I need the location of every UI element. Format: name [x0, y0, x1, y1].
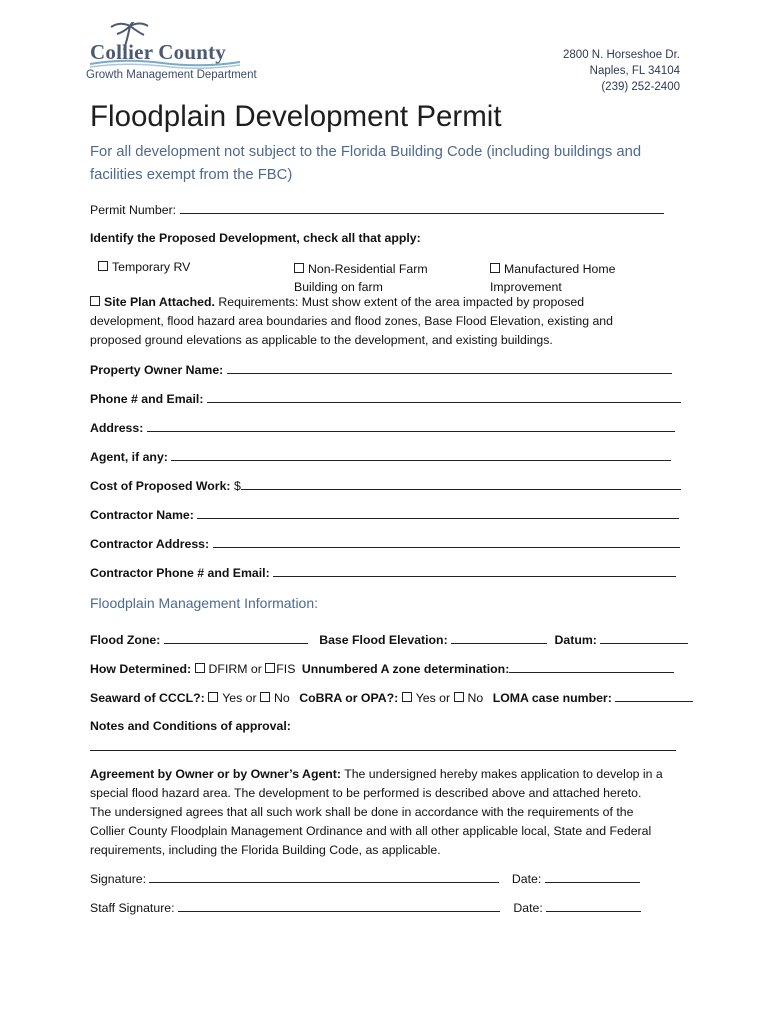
site-plan-req-1: Requirements: Must show extent of the area impacted by proposed: [214, 295, 585, 309]
owner-name-row: [90, 362, 672, 377]
phone-email-field[interactable]: [207, 391, 681, 403]
unnumbered-field[interactable]: [509, 661, 674, 673]
contractor-phone-field[interactable]: [273, 565, 676, 577]
bfe-label: Base Flood Elevation:: [319, 633, 448, 647]
staff-date-label: Date:: [513, 901, 543, 915]
contractor-phone-row: [90, 565, 676, 580]
non-residential-checkbox[interactable]: [294, 263, 304, 273]
address-line-1: 2800 N. Horseshoe Dr.: [563, 49, 680, 61]
logo-name: Collier County: [90, 40, 226, 64]
option-non-residential[interactable]: [294, 260, 428, 296]
cobra-yes-checkbox[interactable]: [402, 692, 412, 702]
cobra-label: CoBRA or OPA?:: [299, 691, 399, 705]
flood-zone-field[interactable]: [164, 632, 308, 644]
seaward-row: [90, 690, 693, 705]
signature-row: [90, 871, 640, 886]
cobra-no-label: No: [467, 691, 484, 705]
contractor-address-row: [90, 536, 680, 551]
agreement-line-5: requirements, including the Florida Building Code, as applicable.: [90, 843, 441, 857]
address-label: Address:: [90, 421, 144, 435]
how-determined-label: How Determined:: [90, 662, 192, 676]
phone-number: (239) 252-2400: [601, 81, 680, 93]
agreement-label: Agreement by Owner or by Owner’s Agent:: [90, 767, 341, 781]
agreement-line-1: The undersigned hereby makes application to develop in a: [341, 767, 663, 781]
fis-label: FIS: [276, 662, 296, 676]
staff-date-field[interactable]: [546, 900, 641, 912]
flood-zone-row: [90, 632, 688, 647]
contractor-address-field[interactable]: [213, 536, 680, 548]
floodplain-heading: Floodplain Management Information:: [90, 595, 319, 611]
temporary-rv-label: Temporary RV: [112, 260, 191, 274]
seaward-no-label: No: [274, 691, 290, 705]
contractor-phone-label: Contractor Phone # and Email:: [90, 566, 270, 580]
loma-field[interactable]: [615, 690, 693, 702]
agreement-line-3: The undersigned agrees that all such work shall be done in accordance with the requirements of the: [90, 805, 634, 819]
unnumbered-label: Unnumbered A zone determination:: [301, 662, 510, 676]
seaward-yes-checkbox[interactable]: [208, 692, 218, 702]
contractor-name-label: Contractor Name:: [90, 508, 194, 522]
phone-email-label: Phone # and Email:: [90, 392, 204, 406]
cobra-yes-label: Yes or: [415, 691, 451, 705]
dfirm-checkbox[interactable]: [195, 663, 205, 673]
cost-label: Cost of Proposed Work:: [90, 479, 231, 493]
permit-number-label: Permit Number:: [90, 203, 177, 217]
notes-label: Notes and Conditions of approval:: [90, 719, 291, 733]
site-plan-checkbox[interactable]: [90, 296, 100, 306]
temporary-rv-checkbox[interactable]: [98, 261, 108, 271]
seaward-label: Seaward of CCCL?:: [90, 691, 205, 705]
collier-county-logo: [84, 22, 257, 84]
loma-label: LOMA case number:: [492, 691, 612, 705]
manufactured-home-checkbox[interactable]: [490, 263, 500, 273]
signature-date-field[interactable]: [545, 871, 640, 883]
option-temporary-rv[interactable]: [98, 260, 190, 274]
department-address: [480, 47, 680, 95]
address-field[interactable]: [147, 420, 675, 432]
site-plan-req-3: proposed ground elevations as applicable to the development, and existing buildings.: [90, 333, 553, 347]
signature-field[interactable]: [149, 871, 499, 883]
agent-field[interactable]: [171, 449, 671, 461]
staff-signature-row: [90, 900, 641, 915]
staff-signature-field[interactable]: [178, 900, 500, 912]
site-plan-block: [90, 293, 690, 350]
owner-name-label: Property Owner Name:: [90, 363, 224, 377]
address-line-2: Naples, FL 34104: [589, 65, 680, 77]
dfirm-label: DFIRM or: [208, 662, 262, 676]
phone-email-row: [90, 391, 681, 406]
manufactured-home-label-2: Improvement: [490, 280, 562, 294]
manufactured-home-label-1: Manufactured Home: [504, 262, 616, 276]
site-plan-req-2: development, flood hazard area boundaries and flood zones, Base Flood Elevation, existing and: [90, 314, 613, 328]
agreement-line-4: Collier County Floodplain Management Ordinance and with all other applicable local, State and Federal: [90, 824, 652, 838]
agreement-line-2: special flood hazard area. The development to be performed is described above and attached hereto.: [90, 786, 642, 800]
page-subtitle: For all development not subject to the Florida Building Code (including buildings and facilities exempt from the FBC): [90, 144, 642, 183]
how-determined-row: [90, 661, 674, 676]
notes-field[interactable]: [90, 750, 676, 751]
datum-label: Datum:: [554, 633, 597, 647]
owner-name-field[interactable]: [227, 362, 672, 374]
permit-number-row: [90, 202, 664, 217]
page-title: Floodplain Development Permit: [90, 100, 502, 133]
cobra-no-checkbox[interactable]: [454, 692, 464, 702]
signature-date-label: Date:: [511, 872, 542, 886]
identify-label: Identify the Proposed Development, check all that apply:: [90, 231, 421, 245]
logo-department: Growth Management Department: [86, 69, 257, 81]
cost-field[interactable]: [241, 478, 681, 490]
contractor-name-field[interactable]: [197, 507, 679, 519]
staff-signature-label: Staff Signature:: [90, 901, 175, 915]
contractor-address-label: Contractor Address:: [90, 537, 210, 551]
non-residential-label-1: Non-Residential Farm: [308, 262, 428, 276]
agreement-block: [90, 765, 690, 860]
address-row: [90, 420, 675, 435]
non-residential-label-2: Building on farm: [294, 280, 383, 294]
bfe-field[interactable]: [451, 632, 547, 644]
datum-field[interactable]: [600, 632, 688, 644]
agent-row: [90, 449, 671, 464]
cost-row: [90, 478, 681, 493]
cost-currency: $: [233, 479, 241, 493]
option-manufactured-home[interactable]: [490, 260, 615, 296]
site-plan-label: Site Plan Attached.: [104, 295, 215, 309]
agent-label: Agent, if any:: [90, 450, 168, 464]
fis-checkbox[interactable]: [265, 663, 275, 673]
seaward-yes-label: Yes or: [222, 691, 257, 705]
contractor-name-row: [90, 507, 679, 522]
seaward-no-checkbox[interactable]: [260, 692, 270, 702]
flood-zone-label: Flood Zone:: [90, 633, 161, 647]
permit-number-field[interactable]: [180, 202, 664, 214]
signature-label: Signature:: [90, 872, 147, 886]
